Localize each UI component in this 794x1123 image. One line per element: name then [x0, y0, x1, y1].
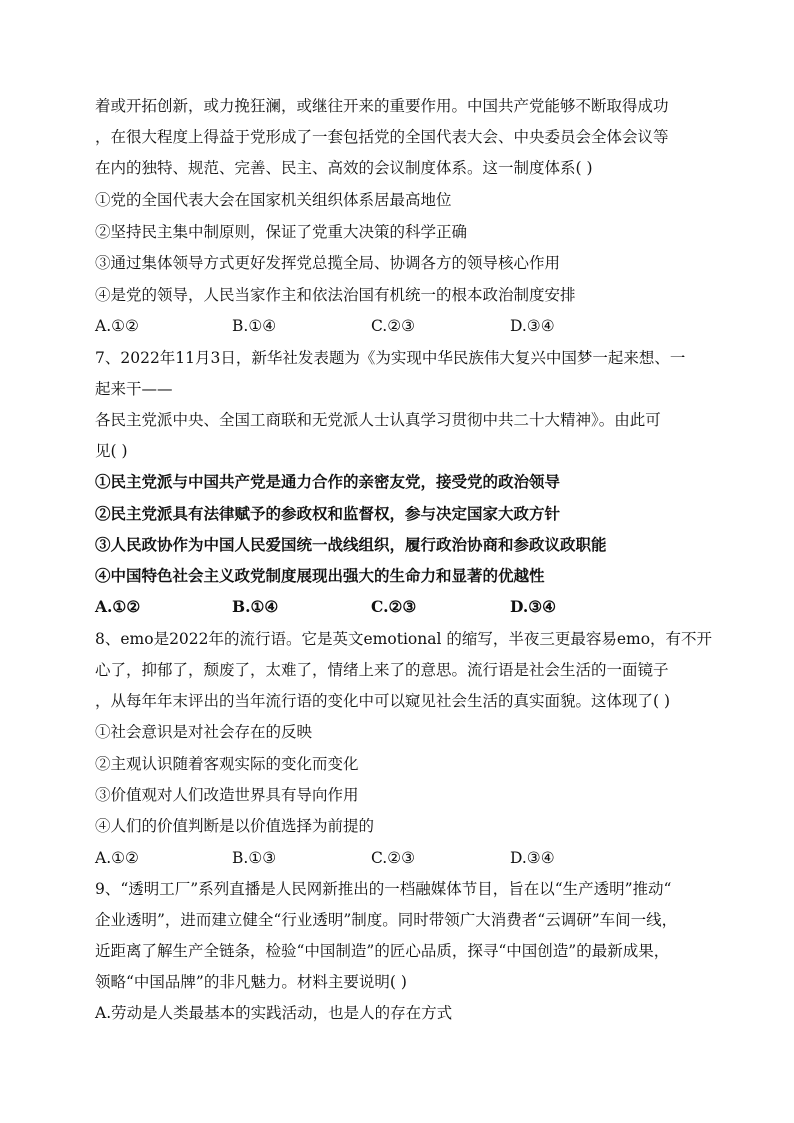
q8-statement-2: ②主观认识随着客观实际的变化而变化: [95, 755, 359, 773]
q7-stem-line-1: 7、2022年11月3日，新华社发表题为《为实现中华民族伟大复兴中国梦一起来想、一: [95, 349, 686, 367]
q6-statement-3: ③通过集体领导方式更好发挥党总揽全局、协调各方的领导核心作用: [95, 254, 561, 272]
q6-stem-line-2: ，在很大程度上得益于党形成了一套包括党的全国代表大会、中央委员会全体会议等: [95, 128, 669, 146]
q6-statement-1: ①党的全国代表大会在国家机关组织体系居最高地位: [95, 191, 452, 209]
q8-statement-3: ③价值观对人们改造世界具有导向作用: [95, 786, 359, 804]
q7-stem-line-2: 起来干——: [95, 380, 173, 398]
q6-stem-line-3: 在内的独特、规范、完善、民主、高效的会议制度体系。这一制度体系( ): [95, 159, 593, 177]
q6-statement-4: ④是党的领导，人民当家作主和依法治国有机统一的根本政治制度安排: [95, 286, 576, 304]
q8-option-b: B.①③: [232, 849, 277, 867]
q9-stem-line-4: 领略“中国品牌”的非凡魅力。材料主要说明( ): [95, 973, 407, 991]
q8-option-c: C.②③: [371, 849, 416, 867]
q6-option-a: A.①②: [95, 317, 139, 335]
q7-statement-3: ③人民政协作为中国人民爱国统一战线组织，履行政治协商和参政议政职能: [95, 535, 607, 554]
q7-option-c: C.②③: [371, 597, 417, 616]
q8-statement-1: ①社会意识是对社会存在的反映: [95, 723, 313, 741]
q7-stem-line-4: 见( ): [95, 442, 128, 460]
q6-stem-line-1: 着或开拓创新，或力挽狂澜，或继往开来的重要作用。中国共产党能够不断取得成功: [95, 97, 669, 115]
q6-option-c: C.②③: [371, 317, 416, 335]
q6-option-d: D.③④: [510, 317, 555, 335]
q8-option-a: A.①②: [95, 849, 139, 867]
q7-stem-line-3: 各民主党派中央、全国工商联和无党派人士认真学习贯彻中共二十大精神》。由此可: [95, 411, 661, 429]
q7-option-d: D.③④: [510, 597, 557, 616]
q7-statement-1: ①民主党派与中国共产党是通力合作的亲密友党，接受党的政治领导: [95, 472, 561, 491]
q9-stem-line-3: 近距离了解生产全链条，检验“中国制造”的匠心品质，探寻“中国创造”的最新成果，: [95, 942, 670, 960]
q7-option-b: B.①④: [232, 597, 279, 616]
q9-stem-line-2: 企业透明”，进而建立健全“行业透明”制度。同时带领广大消费者“云调研”车间一线，: [95, 911, 678, 929]
q9-option-a: A.劳动是人类最基本的实践活动，也是人的存在方式: [95, 1004, 453, 1022]
q6-option-b: B.①④: [232, 317, 277, 335]
q8-statement-4: ④人们的价值判断是以价值选择为前提的: [95, 817, 375, 835]
q8-stem-line-1: 8、emo是2022年的流行语。它是英文emotional 的缩写，半夜三更最容易emo，有不开: [95, 630, 713, 648]
q8-stem-line-3: ，从每年年末评出的当年流行语的变化中可以窥见社会生活的真实面貌。这体现了( ): [95, 692, 671, 710]
q8-option-d: D.③④: [510, 849, 555, 867]
q7-option-a: A.①②: [95, 597, 141, 616]
q7-statement-2: ②民主党派具有法律赋予的参政权和监督权，参与决定国家大政方针: [95, 504, 561, 523]
q9-stem-line-1: 9、“透明工厂”系列直播是人民网新推出的一档融媒体节目，旨在以“生产透明”推动“: [95, 880, 672, 898]
q7-statement-4: ④中国特色社会主义政党制度展现出强大的生命力和显著的优越性: [95, 566, 545, 585]
q6-statement-2: ②坚持民主集中制原则，保证了党重大决策的科学正确: [95, 223, 468, 241]
q8-stem-line-2: 心了，抑郁了，颓废了，太难了，情绪上来了的意思。流行语是社会生活的一面镜子: [95, 661, 669, 679]
